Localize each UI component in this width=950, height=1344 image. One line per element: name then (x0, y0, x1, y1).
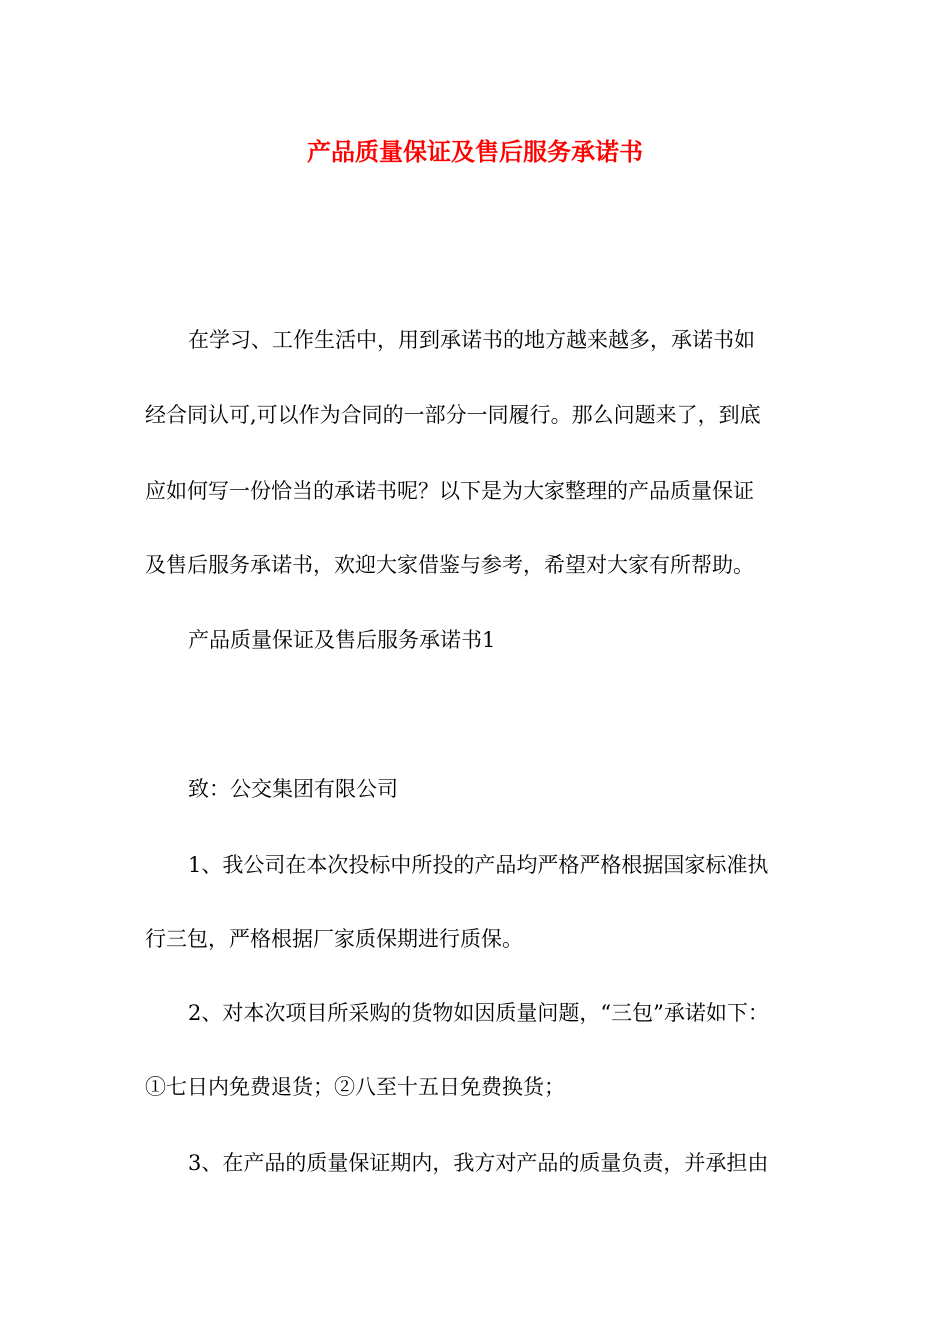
recipient-line: 致：公交集团有限公司 (188, 777, 398, 801)
clause-2-line: 2、对本次项目所采购的货物如因质量问题，“三包”承诺如下： (188, 1001, 769, 1025)
intro-line: 及售后服务承诺书，欢迎大家借鉴与参考，希望对大家有所帮助。 (145, 553, 754, 577)
intro-line: 应如何写一份恰当的承诺书呢？以下是为大家整理的产品质量保证 (145, 479, 754, 503)
document-title: 产品质量保证及售后服务承诺书 (307, 137, 643, 166)
clause-2-line: ①七日内免费退货；②八至十五日免费换货； (145, 1075, 565, 1099)
intro-line: 经合同认可,可以作为合同的一部分一同履行。那么问题来了，到底 (145, 403, 761, 427)
clause-3-line: 3、在产品的质量保证期内，我方对产品的质量负责，并承担由 (188, 1151, 769, 1175)
intro-line: 在学习、工作生活中，用到承诺书的地方越来越多，承诺书如 (188, 328, 755, 352)
clause-1-line: 1、我公司在本次投标中所投的产品均严格严格根据国家标准执 (188, 853, 769, 877)
clause-1-line: 行三包，严格根据厂家质保期进行质保。 (145, 927, 523, 951)
section-heading: 产品质量保证及售后服务承诺书1 (188, 628, 496, 652)
